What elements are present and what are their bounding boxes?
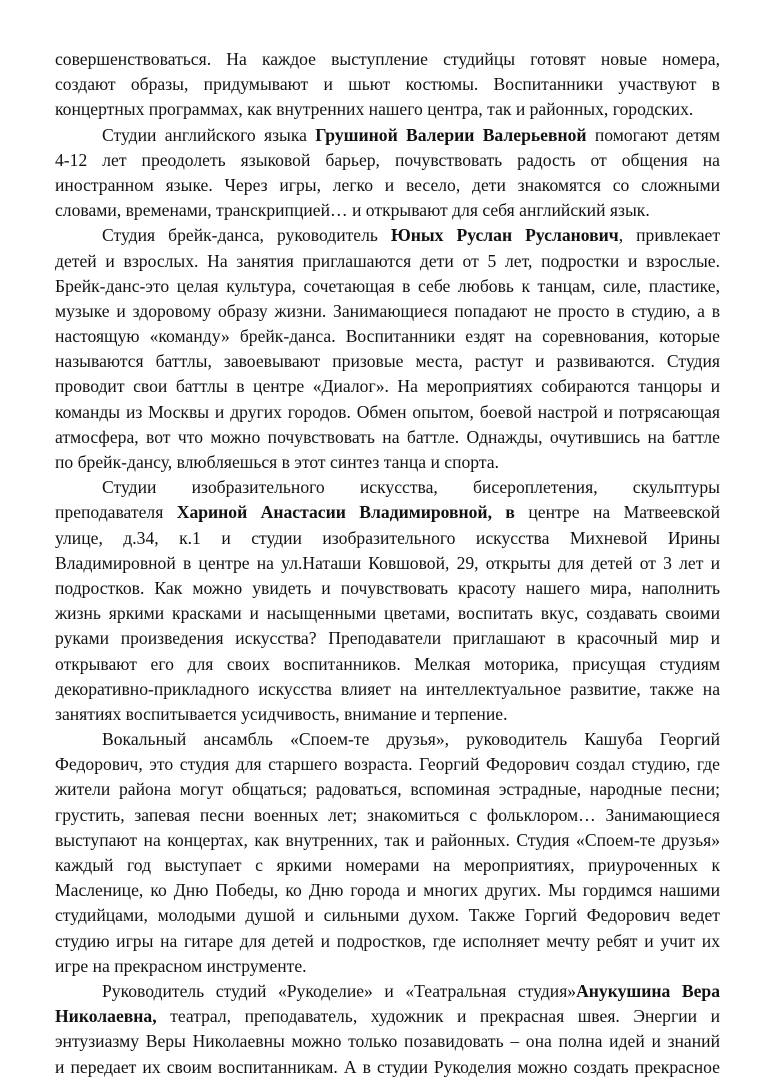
text-line [55, 803, 720, 828]
text-line [55, 223, 720, 248]
paragraph [55, 979, 720, 1080]
text-line [55, 853, 720, 878]
text-run: совершенствоваться. На каждое выступление студийцы готовят новые номера, [55, 49, 720, 69]
text-run: выступают на концертах, как внутренних, так и районных. Студия «Споем-те друзья» [55, 829, 720, 850]
text-line [55, 374, 720, 399]
text-run: студийцами, молодыми душой и сильными духом. Также Горгий Федорович ведет [55, 905, 720, 926]
text-run: Масленице, ко Дню Победы, ко Дню города и многих других. Мы гордимся нашими [55, 880, 720, 901]
text-line [55, 954, 720, 979]
text-run: Студия брейк-данса, руководитель [102, 225, 391, 246]
text-line [55, 1004, 720, 1029]
text-line [55, 148, 720, 173]
text-line [55, 929, 720, 954]
text-run: студию игры на гитаре для детей и подростков, где исполняет мечту ребят и учит их [55, 930, 720, 951]
text-line [55, 1029, 720, 1054]
text-run: жители района могут общаться; радоваться, вспоминая эстрадные, народные песни; [55, 779, 720, 800]
paragraph [55, 123, 720, 224]
text-line [55, 299, 720, 324]
text-line [55, 601, 720, 626]
paragraph [55, 47, 720, 123]
text-run: улице, д.34, к.1 и студии изобразительного искусства Михневой Ирины [55, 527, 720, 548]
text-line [55, 652, 720, 677]
text-run: открывают его для своих воспитанников. Мелкая моторика, присущая студиям [55, 653, 720, 674]
text-run: называются баттлы, завоевывают призовые места, растут и развиваются. Студия [55, 351, 720, 372]
text-line [55, 752, 720, 777]
bold-text: Грушиной Валерии Валерьевной [315, 124, 587, 145]
text-run: Брейк-данс-это целая культура, сочетающая в себе любовь к танцам, силе, пластике, [55, 275, 720, 296]
text-run: Федорович, это студия для старшего возраста. Георгий Федорович создал студию, где [55, 754, 720, 775]
text-run: театрал, преподаватель, художник и прекрасная швея. Энергии и [156, 1006, 720, 1027]
text-run: и передает их своим воспитанникам. А в студии Рукоделия можно создать прекрасное [55, 1056, 720, 1077]
text-line [55, 979, 720, 1004]
text-line [55, 475, 720, 500]
text-run: концертных программах, как внутренних нашего центра, так и районных, городских. [55, 99, 694, 120]
text-run: атмосфера, вот что можно почувствовать на баттле. Однажды, очутившись на баттле [55, 426, 720, 447]
text-run: декоративно-прикладного искусства влияет на интеллектуальное развитие, также на [55, 678, 720, 699]
text-line [55, 72, 720, 97]
text-line [55, 576, 720, 601]
text-run: создают образы, придумывают и шьют костюмы. Воспитанники участвуют в [55, 74, 720, 95]
text-line [55, 903, 720, 928]
text-line [55, 425, 720, 450]
text-run: детей и взрослых. На занятия приглашаются дети от 5 лет, подростки и взрослые. [55, 250, 720, 271]
text-line [55, 47, 720, 72]
text-run: Студии английского языка [102, 124, 316, 145]
paragraph [55, 223, 720, 475]
text-run: музыке и здоровому образу жизни. Занимающиеся попадают не просто в студию, а в [55, 300, 720, 321]
text-run: руками произведения искусства? Преподаватели приглашают в красочный мир и [55, 628, 720, 649]
text-run: центре на Матвеевской [514, 502, 720, 523]
text-line [55, 400, 720, 425]
text-run: каждый год выступает с яркими номерами на мероприятиях, приуроченных к [55, 855, 720, 875]
bold-text: Анукушина Вера [576, 980, 720, 1001]
text-line [55, 173, 720, 198]
text-run: помогают детям [586, 124, 720, 145]
paragraph [55, 727, 720, 979]
text-line [55, 198, 720, 223]
text-line [55, 677, 720, 702]
text-line [55, 123, 720, 148]
bold-text: Николаевна, [55, 1006, 157, 1027]
text-run: занятиях воспитывается усидчивость, внимание и терпение. [55, 703, 508, 724]
document-body [55, 47, 720, 1080]
text-run: иностранном языке. Через игры, легко и весело, дети знакомятся со сложными [55, 174, 720, 195]
text-line [55, 727, 720, 752]
text-run: преподавателя [55, 502, 177, 523]
text-run: Владимировной в центре на ул.Наташи Ковшовой, 29, открыты для детей от 3 лет и [55, 552, 720, 573]
text-line [55, 274, 720, 299]
text-run: по брейк-дансу, влюбляешься в этот синтез танца и спорта. [55, 452, 499, 472]
text-run: Руководитель студий «Рукоделие» и «Театральная студия» [102, 980, 577, 1001]
text-line [55, 450, 720, 475]
text-run: проводит свои баттлы в центре «Диалог». На мероприятиях собираются танцоры и [55, 376, 720, 397]
text-run: подростков. Как можно увидеть и почувствовать красоту нашего мира, наполнить [55, 577, 720, 598]
text-run: Вокальный ансамбль «Споем-те друзья», руководитель Кашуба Георгий [102, 729, 720, 750]
text-line [55, 702, 720, 727]
bold-text: Юных Руслан Русланович [390, 225, 619, 246]
text-run: , привлекает [618, 225, 720, 246]
text-line [55, 500, 720, 525]
text-run: жизнь яркими красками и насыщенными цветами, воспитать вкус, создавать своими [55, 603, 720, 624]
bold-text: Хариной Анастасии Владимировной, в [176, 502, 515, 523]
text-line [55, 626, 720, 651]
text-line [55, 551, 720, 576]
text-line [55, 97, 720, 122]
text-line [55, 249, 720, 274]
text-line [55, 526, 720, 551]
text-run: 4-12 лет преодолеть языковой барьер, почувствовать радость от общения на [55, 149, 720, 170]
text-line [55, 324, 720, 349]
text-run: грустить, запевая песни военных лет; знакомиться с фольклором… Занимающиеся [55, 804, 720, 825]
text-line [55, 828, 720, 853]
text-line [55, 777, 720, 802]
text-run: команды из Москвы и других городов. Обмен опытом, боевой настрой и потрясающая [55, 401, 720, 422]
text-line [55, 878, 720, 903]
paragraph [55, 475, 720, 727]
text-line [55, 349, 720, 374]
text-run: игре на прекрасном инструменте. [55, 955, 307, 976]
text-run: настоящую «команду» брейк-данса. Воспитанники ездят на соревнования, которые [55, 326, 720, 347]
text-run: энтузиазму Веры Николаевны можно только позавидовать – она полна идей и знаний [55, 1031, 720, 1052]
text-run: Студии изобразительного искусства, бисероплетения, скульптуры [102, 477, 720, 498]
text-run: словами, временами, транскрипцией… и открывают для себя английский язык. [55, 200, 650, 221]
text-line [55, 1055, 720, 1080]
